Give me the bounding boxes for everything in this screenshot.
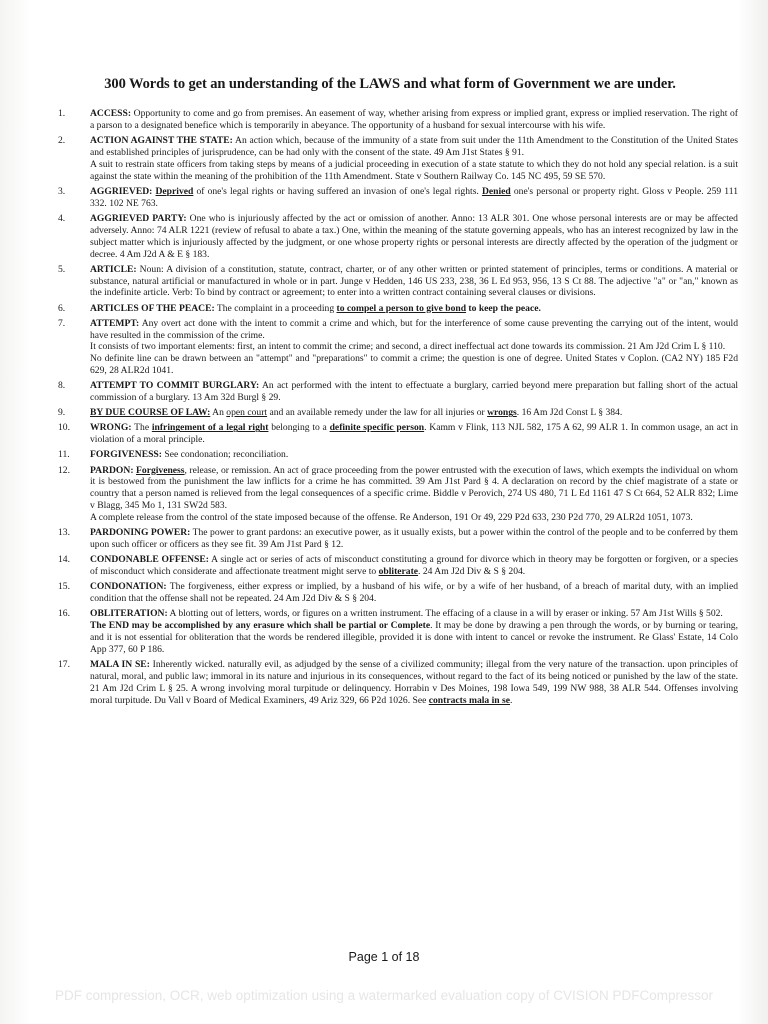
entry-paragraph: A complete release from the control of the state imposed because of the offense. Re Anderson, 191 Or 49, 229 P2d 633, 230 P2d 770, 29 ALR2d 1051, 1073. <box>90 512 693 524</box>
definition-entry <box>58 303 738 315</box>
entry-term: AGGRIEVED PARTY: <box>90 212 187 224</box>
entry-paragraph: A suit to restrain state officers from taking steps by means of a judicial proceeding in execution of a state statute to which they do not hold any special relation. is a suit against the state within the meaning of the prohibition of the 11th Amendment. State v Southern Railway Co. 145 NC 495, 59 SE 570. <box>90 158 738 182</box>
entry-text: . 24 Am J2d Div & S § 204. <box>418 566 526 578</box>
entry-body <box>90 422 738 446</box>
entry-number: 11. <box>58 449 70 461</box>
definition-entry <box>58 422 738 446</box>
definition-entry <box>58 108 738 132</box>
watermark-text: PDF compression, OCR, web optimization using a watermarked evaluation copy of CVISION PDFCompressor <box>55 988 713 1003</box>
entry-number: 13. <box>58 527 70 539</box>
emphasis-phrase: obliterate <box>378 566 419 578</box>
definition-entry <box>58 449 738 461</box>
entry-term: CONDONATION: <box>90 581 167 593</box>
entry-body <box>90 465 738 525</box>
definition-entry <box>58 554 738 578</box>
entry-number: 5. <box>58 263 66 275</box>
entry-text: A blotting out of letters, words, or figures on a written instrument. The effacing of a clause in a will by eraser or inking. 57 Am J1st Wills § 502. <box>167 608 723 620</box>
entry-text: The forgiveness, either express or implied, by a husband of his wife, or by a wife of her husband, of a breach of marital duty, with an implied condition that the offense shall not be repeated. 24 Am J2d Div & S § 204. <box>90 581 738 605</box>
entry-number: 14. <box>58 554 70 566</box>
definition-entry <box>58 318 738 378</box>
entry-body <box>90 108 738 132</box>
definition-entry <box>58 407 738 419</box>
entry-body <box>90 449 738 461</box>
entry-number: 6. <box>58 302 66 314</box>
entry-number: 9. <box>58 407 66 419</box>
entry-body <box>90 186 738 210</box>
entry-body <box>90 135 738 183</box>
entry-number: 10. <box>58 422 70 434</box>
definition-entry <box>58 581 738 605</box>
entry-term: CONDONABLE OFFENSE: <box>90 554 209 566</box>
entry-text: one's personal or property right. Gloss v People. 259 111 332. 102 NE 763. <box>90 185 738 209</box>
entry-term: WRONG: <box>90 422 132 434</box>
entry-body <box>90 659 738 707</box>
entry-term: PARDONING POWER: <box>90 527 191 539</box>
entry-body <box>90 407 738 419</box>
entry-term: ACCESS: <box>90 108 132 119</box>
entry-number: 12. <box>58 464 70 476</box>
entry-term: ATTEMPT: <box>90 317 140 329</box>
entry-number: 7. <box>58 317 66 329</box>
entry-text: An act performed with the intent to effectuate a burglary, carried beyond mere preparation but falling short of the actual commission of a burglary. 13 Am 32d Burgl § 29. <box>90 380 738 404</box>
entry-term: AGGRIEVED: <box>90 185 153 197</box>
entry-text: An <box>210 407 227 419</box>
definition-entry <box>58 264 738 300</box>
definition-entry <box>58 135 738 183</box>
entry-text: to keep the peace. <box>466 302 541 314</box>
entry-text: Opportunity to come and go from premises. An easement of way, whether arising from express or implied grant, express or implied reservation. The right of a parson to a designated benefice which is temporarily in abeyance. The opportunity of a husband for sexual intercourse with his wife. <box>90 108 738 131</box>
entry-number: 1. <box>58 108 66 119</box>
entry-text: . <box>510 694 513 706</box>
entry-body <box>90 581 738 605</box>
entry-term: FORGIVENESS: <box>90 449 162 461</box>
emphasis-phrase: wrongs <box>487 407 517 419</box>
entry-text: A single act or series of acts of misconduct constituting a ground for divorce which in theory may be forgotten or forgiven, or a species of misconduct which considerate and affectionate treatment might serve to <box>90 554 738 578</box>
entry-text: Inherently wicked. naturally evil, as adjudged by the sense of a civilized community; illegal from the very nature of the transaction. upon principles of natural, moral, and public law; immoral in its nature and injurious in its consequences, without regard to the fact of its being noticed or punished by the law of the state. 21 Am J2d Crim L § 25. A wrong involving moral turpitude or delinquency. Horrabin v Des Moines, 198 Iowa 549, 199 NW 988, 38 ALR 544. Offenses involving moral turpitude. Du Vall v Board of Medical Examiners, 49 Ariz 329, 66 P2d 1026. See <box>90 659 738 706</box>
emphasis-phrase: infringement of a legal right <box>151 422 269 434</box>
entry-body <box>90 303 738 315</box>
entry-text: An action which, because of the immunity of a state from suit under the 11th Amendment to the Constitution of the United States and established principles of jurisprudence, can be had only with the consent of the state. 49 Am J1st States § 91. <box>90 135 738 158</box>
emphasis-phrase: contracts mala in se <box>428 694 511 706</box>
definition-entry <box>58 527 738 551</box>
entry-body <box>90 213 738 261</box>
page-title: 300 Words to get an understanding of the LAWS and what form of Government we are under. <box>104 76 676 92</box>
entry-text: Any overt act done with the intent to commit a crime and which, but for the interference of some cause preventing the carrying out of the intent, would have resulted in the commission of the crime. <box>90 317 738 341</box>
definition-entry <box>58 659 738 707</box>
entry-body <box>90 380 738 404</box>
entry-paragraph <box>90 620 738 656</box>
entry-text: The <box>131 422 152 434</box>
entry-text: . Kamm v Flink, 113 NJL 582, 175 A 62, 99 ALR 1. In common usage, an act in violation of a moral principle. <box>90 422 739 446</box>
entry-term: ATTEMPT TO COMMIT BURGLARY: <box>90 380 260 392</box>
definition-entry <box>58 380 738 404</box>
entry-text: Noun: A division of a constitution, statute, contract, charter, or of any other written or printed statement of principles, terms or conditions. A material or substance, natural artificial or manufactured in whole or in part. Junge v Hedden, 146 US 233, 238, 36 L Ed 953, 956, 13 S Ct 88. The adjective "a" or "an," known as the indefinite article. Verb: To bind by contract or agreement; to enter into a written contract containing several clauses or divisions. <box>90 263 738 299</box>
entry-text: of one's legal rights or having suffered an invasion of one's legal rights. <box>193 185 482 197</box>
definition-entry <box>58 608 738 656</box>
entry-paragraph: It consists of two important elements: first, an intent to commit the crime; and second, a direct ineffectual act done towards its commission. 21 Am J2d Crim L § 110. <box>90 341 726 353</box>
entry-body <box>90 608 738 656</box>
emphasis-denied: Denied <box>481 185 511 197</box>
entry-number: 3. <box>58 185 66 197</box>
entry-body <box>90 527 738 551</box>
entry-number: 15. <box>58 581 70 593</box>
entry-body <box>90 554 738 578</box>
entry-text: belonging to a <box>268 422 330 434</box>
page-number: Page 1 of 18 <box>348 950 420 964</box>
entry-term: BY DUE COURSE OF LAW: <box>90 407 211 419</box>
entry-term: ARTICLE: <box>90 263 137 275</box>
definition-entry <box>58 186 738 210</box>
entry-body <box>90 264 738 300</box>
definition-entry <box>58 213 738 261</box>
entry-text: . 16 Am J2d Const L § 384. <box>516 407 623 419</box>
entry-text: See condonation; reconciliation. <box>161 449 289 461</box>
entry-term: ARTICLES OF THE PEACE: <box>90 302 215 314</box>
entry-paragraph: No definite line can be drawn between an "attempt" and "preparations" to commit a crime; the question is one of degree. United States v Coplon. (CA2 NY) 185 F2d 629, 28 ALR2d 1041. <box>90 353 738 377</box>
entry-text: , release, or remission. An act of grace proceeding from the power entrusted with the execution of laws, which exempts the individual on whom it is bestowed from the punishment the law inflicts for a crime he has committed. 39 Am J1st Pard § 4. A declaration on record by the chief magistrate of a state or country that a person named is relieved from the legal consequences of a specific crime. Biddle v Perovich, 274 US 480, 71 L Ed 1161 47 S Ct 664, 52 ALR 832; Lime v Blagg, 345 Mo 1, 131 SW2d 583. <box>90 464 738 512</box>
entry-number: 16. <box>58 608 70 620</box>
entry-text: and an available remedy under the law for all injuries or <box>267 407 488 419</box>
entry-text: . It may be done by drawing a pen through the words, or by burning or tearing, and it is not essential for obliteration that the words be rendered illegible, provided it is done with intent to cancel or revoke the instrument. Re Glass' Estate, 14 Colo App 377, 60 P 186. <box>90 620 738 655</box>
emphasis-phrase: open court <box>226 407 268 419</box>
entry-body <box>90 318 738 378</box>
emphasis-phrase: to compel a person to give bond <box>336 302 467 314</box>
entry-term: OBLITERATION: <box>90 608 168 620</box>
emphasis-phrase: definite specific person <box>329 422 425 434</box>
emphasis-phrase: Forgiveness <box>136 464 185 476</box>
entry-text: The complaint in a proceeding <box>214 302 337 314</box>
entry-term: PARDON: <box>90 464 134 476</box>
emphasis-phrase: The END may be accomplished by any erasure which shall be partial or Complete <box>90 620 431 632</box>
entry-term: ACTION AGAINST THE STATE: <box>90 135 233 146</box>
entry-term: MALA IN SE: <box>90 659 150 671</box>
entry-number: 2. <box>58 135 66 146</box>
entry-number: 8. <box>58 380 66 392</box>
entry-text: One who is injuriously affected by the act or omission of another. Anno: 13 ALR 301. One whose personal interests are or may be affected adversely. Anno: 74 ALR 1221 (review of refusal to abate a tax.) One, within the meaning of the statute governing appeals, who has an interest recognized by law in the subject matter which is injuriously affected by the judgment, or one whose property rights or personal interests are directly affected by the operation of the judgment or decree. 4 Am J2d A & E § 183. <box>90 212 738 260</box>
definition-entry <box>58 465 738 525</box>
entry-text: The power to grant pardons: an executive power, as it usually exists, but a power within the control of the people and to be conferred by them upon such officer or officers as they see fit. 39 Am J1st Pard § 12. <box>90 527 738 551</box>
definitions-list <box>58 108 738 710</box>
emphasis-deprived: Deprived <box>155 185 194 197</box>
entry-number: 4. <box>58 212 66 224</box>
entry-number: 17. <box>58 659 70 671</box>
